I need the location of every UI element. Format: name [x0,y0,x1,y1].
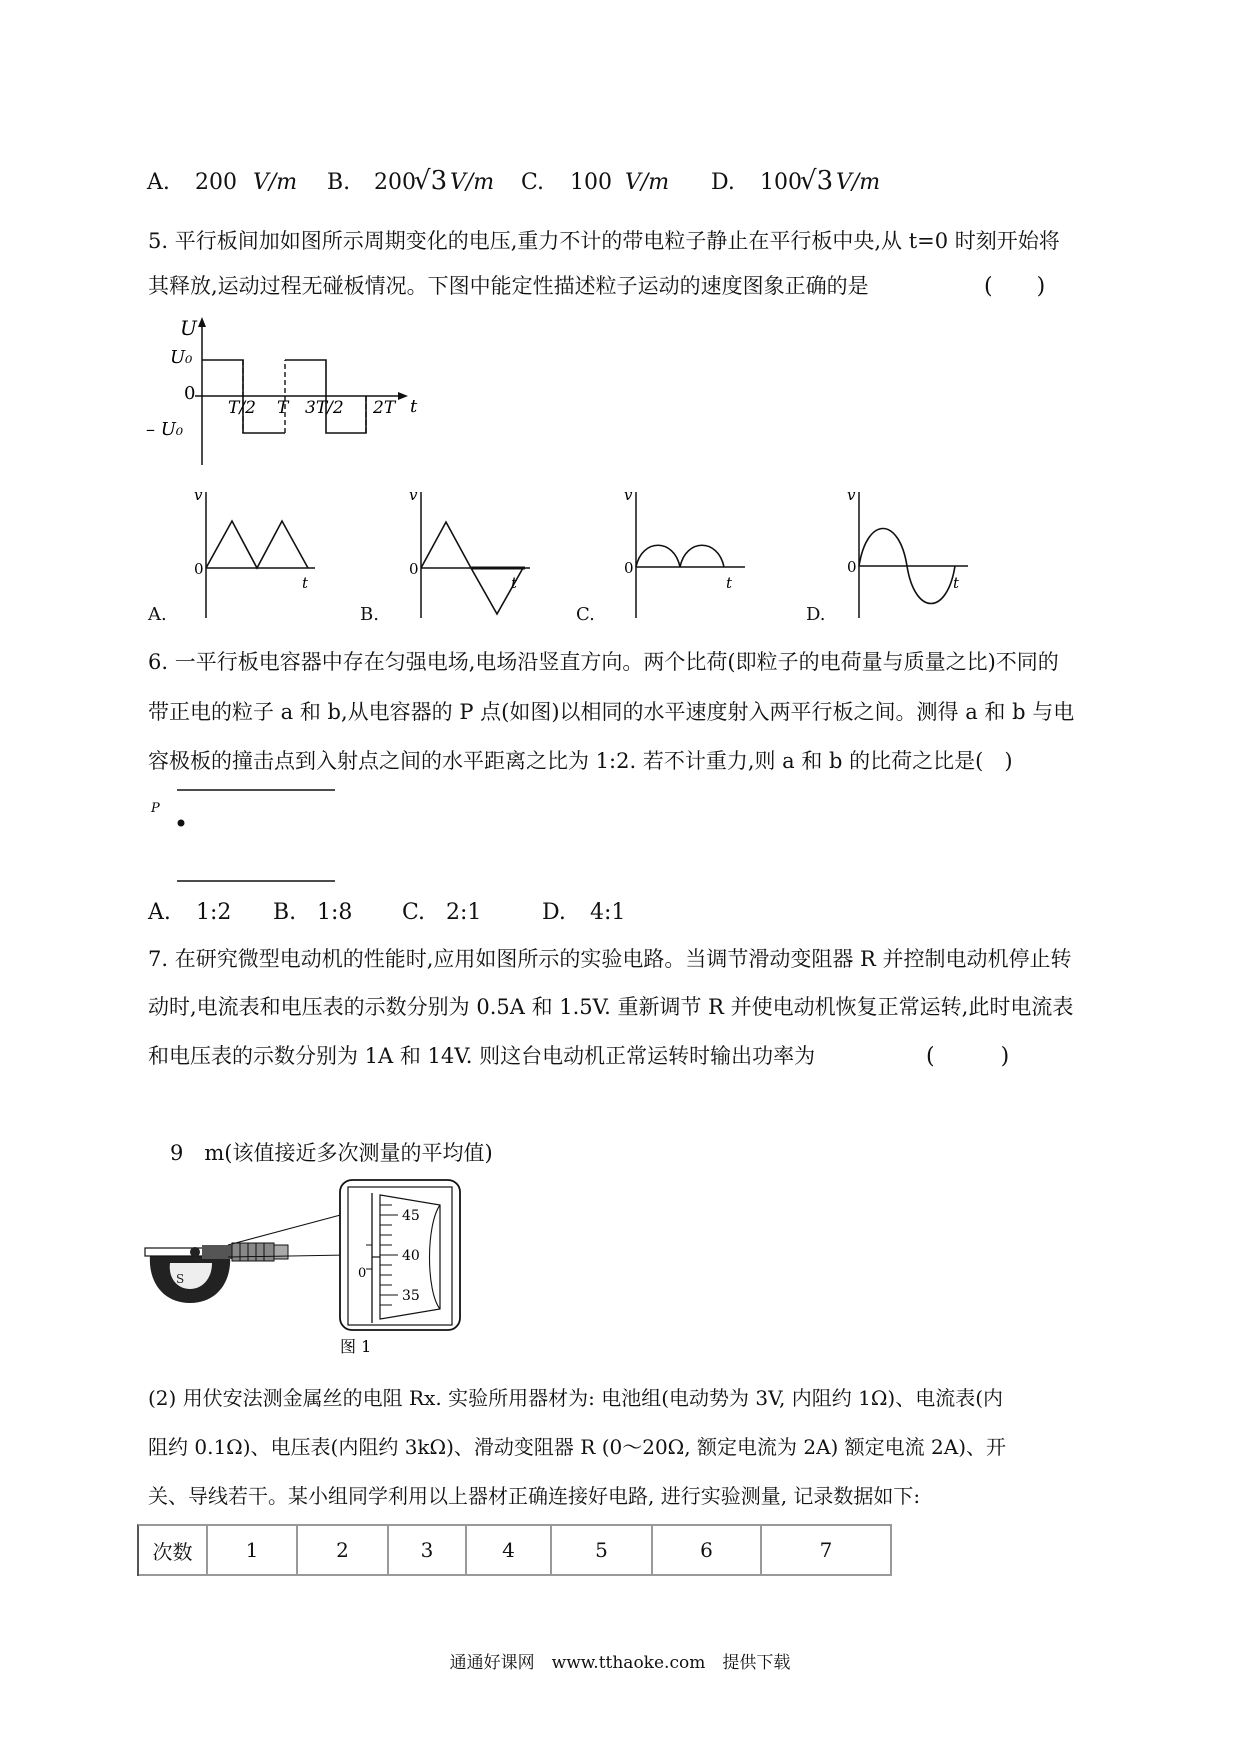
q6-option-c-value: 2:1 [446,900,482,925]
table-column-5: 5 [552,1526,653,1576]
q4-option-d-value: 100 [760,170,802,195]
voltage-tick-pos: U₀ [170,347,193,368]
q9-line: 9 m(该值接近多次测量的平均值) [170,1141,493,1165]
q5-line-1: 5. 平行板间加如图所示周期变化的电压,重力不计的带电粒子静止在平行板中央,从 t=0 时刻开始将 [148,229,1060,253]
data-table [137,1524,892,1576]
q4-option-c-letter: C. [521,170,545,195]
option-c-origin: 0 [624,559,634,577]
option-a-t: t [302,574,309,592]
micrometer-scale-45: 45 [402,1208,420,1224]
q4-option-b-radical: √3 [414,166,448,196]
voltage-x-label: t [410,396,418,417]
table-header-cell: 次数 [139,1526,208,1576]
q5-line-2: 其释放,运动过程无碰板情况。下图中能定性描述粒子运动的速度图象正确的是 [148,274,869,298]
q5-option-a-letter: A. [148,604,167,625]
table-column-6: 6 [653,1526,762,1576]
micrometer-main-zero: 0 [358,1266,367,1281]
q4-option-b-unit: V/m [450,170,495,195]
q6-option-a-value: 1:2 [196,900,232,925]
q4-option-b-letter: B. [327,170,351,195]
option-b-t: t [511,574,518,592]
q4-option-d-radical: √3 [800,166,834,196]
q7-line-3: 和电压表的示数分别为 1A 和 14V. 则这台电动机正常运转时输出功率为 [148,1044,816,1068]
option-b-origin: 0 [409,560,419,578]
table-column-2: 2 [298,1526,389,1576]
q5-bracket: ( ) [984,274,1046,299]
q5-option-b-letter: B. [360,604,379,625]
option-d-origin: 0 [847,558,857,576]
q4-option-a-value: 200 [195,170,237,195]
q4-option-c-value: 100 [570,170,612,195]
q4-option-d-letter: D. [711,170,735,195]
q4-options [0,166,1240,198]
part2-line-1: (2) 用伏安法测金属丝的电阻 Rx. 实验所用器材为: 电池组(电动势为 3V, 内阻约 1Ω)、电流表(内 [148,1386,1004,1410]
q6-options [0,902,1240,928]
voltage-xtick-3half-t: 3T/2 [305,398,344,418]
page-footer: 通通好课网 www.tthaoke.com 提供下载 [449,1653,791,1673]
q6-option-c-letter: C. [402,900,426,925]
q4-option-b-value: 200 [374,170,416,195]
q6-line-2: 带正电的粒子 a 和 b,从电容器的 P 点(如图)以相同的水平速度射入两平行板之间。测得 a 和 b 与电 [148,700,1075,724]
q6-option-d-letter: D. [542,900,566,925]
table-column-7: 7 [762,1526,892,1576]
q5-option-c-graph [600,488,750,623]
q6-option-b-value: 1:8 [317,900,353,925]
micrometer-scale-40: 40 [402,1248,420,1264]
q7-line-2: 动时,电流表和电压表的示数分别为 0.5A 和 1.5V. 重新调节 R 并使电动机恢复正常运转,此时电流表 [148,995,1074,1019]
voltage-xtick-half-t: T/2 [228,398,256,418]
option-c-t: t [726,574,733,592]
q6-option-d-value: 4:1 [590,900,626,925]
q4-option-a-unit: V/m [253,170,298,195]
option-b-v: v [409,488,418,504]
q4-option-c-unit: V/m [625,170,670,195]
q7-bracket: ( ) [926,1044,1010,1069]
micrometer-frame-mark: S [176,1272,185,1286]
q6-capacitor-figure [145,782,345,892]
q6-option-a-letter: A. [148,900,171,925]
q6-line-3: 容极板的撞击点到入射点之间的水平距离之比为 1:2. 若不计重力,则 a 和 b 的比荷之比是( ) [148,749,1013,773]
part2-line-2: 阻约 0.1Ω)、电压表(内阻约 3kΩ)、滑动变阻器 R (0～20Ω, 额定电流为 2A) 额定电流 2A)、开 [148,1435,1006,1459]
table-column-1: 1 [208,1526,298,1576]
option-a-origin: 0 [194,560,204,578]
q6-option-b-letter: B. [273,900,297,925]
q4-option-d-unit: V/m [836,170,881,195]
voltage-y-label: U [180,316,197,340]
voltage-xtick-2t: 2T [373,398,396,418]
q7-line-1: 7. 在研究微型电动机的性能时,应用如图所示的实验电路。当调节滑动变阻器 R 并控制电动机停止转 [148,947,1072,971]
q6-point-label: P [151,801,160,816]
micrometer-figure [140,1175,540,1355]
option-a-v: v [194,488,203,504]
micrometer-figure-caption: 图 1 [340,1337,372,1355]
q5-option-d-graph [823,488,973,623]
micrometer-scale-35: 35 [402,1288,420,1304]
voltage-tick-zero: 0 [184,383,196,404]
table-column-4: 4 [467,1526,552,1576]
option-c-v: v [624,488,633,504]
q5-voltage-graph [140,315,440,475]
voltage-xtick-t: T [277,398,289,418]
q4-option-a-letter: A. [147,170,170,195]
q5-option-b-graph [385,488,535,623]
table-column-3: 3 [389,1526,467,1576]
part2-line-3: 关、导线若干。某小组同学利用以上器材正确连接好电路, 进行实验测量, 记录数据如下: [148,1484,921,1508]
q5-option-c-letter: C. [576,604,595,625]
q6-line-1: 6. 一平行板电容器中存在匀强电场,电场沿竖直方向。两个比荷(即粒子的电荷量与质量之比)不同的 [148,650,1059,674]
voltage-tick-neg: – U₀ [146,419,184,440]
option-d-v: v [847,488,856,504]
q5-option-d-letter: D. [806,604,826,625]
q5-option-a-graph [170,488,320,623]
option-d-t: t [953,574,960,592]
